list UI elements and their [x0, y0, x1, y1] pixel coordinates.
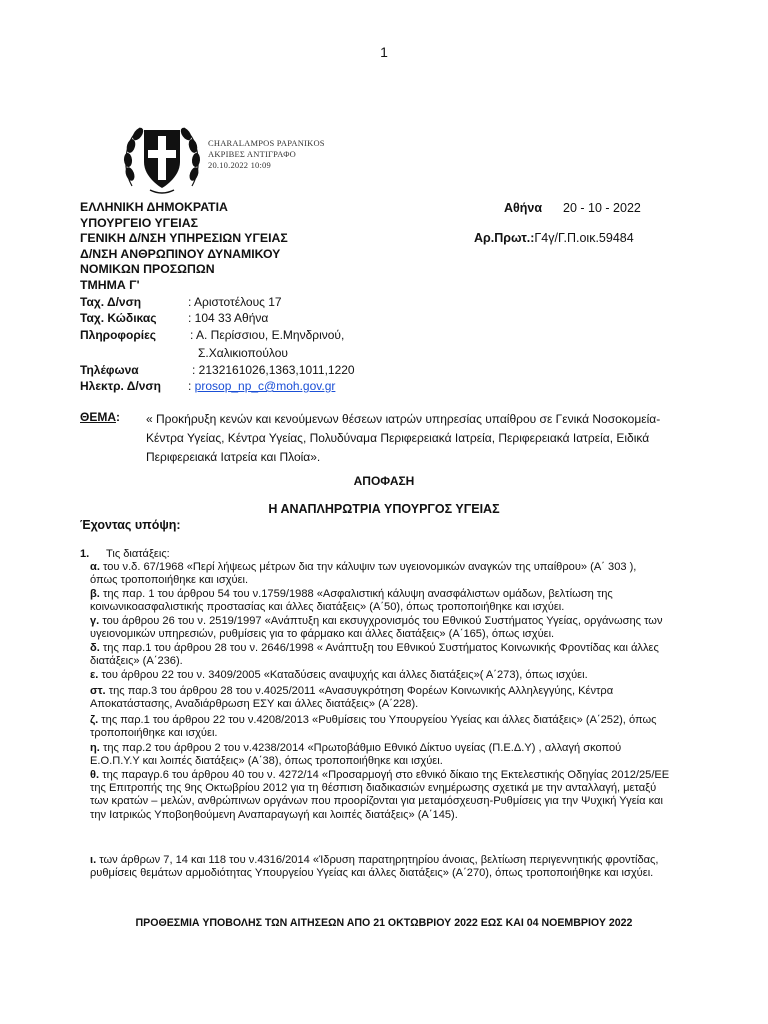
decision-title: ΑΠΟΦΑΣΗ: [353, 474, 415, 488]
provision-e: [90, 669, 709, 682]
stamp-line: CHARALAMPOS PAPANIKOS: [208, 138, 325, 148]
provision-line: των άρθρων 7, 14 και 118 του ν.4316/2014 «Ίδρυση παρατηρητηρίου άνοιας, βελτίωση περιγεννητικής φροντίδας,: [99, 854, 659, 866]
stamp-line: 20.10.2022 10:09: [208, 160, 271, 170]
subject-line: Κέντρα Υγείας, Κέντρα Υγείας, Πολυδύναμα Περιφερειακά Ιατρεία, Περιφερειακά Ιατρεία, Ειδικά: [146, 431, 650, 445]
provision-line: τροποποιήθηκε και ισχύει.: [90, 727, 218, 740]
email-label: Ηλεκτρ. Δ/νση: [80, 379, 161, 393]
subject-label-text: ΘΕΜΑ: [80, 410, 116, 424]
provision-line: της παρ.2 του άρθρου 2 του ν.4238/2014 «Πρωτοβάθμιο Εθνικό Δίκτυο υγείας (Π.Ε.Δ.Υ) , αλλαγή σκοπού: [102, 742, 622, 754]
provision-line: όπως τροποποιήθηκε και ισχύει.: [90, 574, 249, 587]
provision-z: [90, 714, 709, 740]
provision-letter: στ.: [90, 685, 106, 697]
authority-title: Η ΑΝΑΠΛΗΡΩΤΡΙΑ ΥΠΟΥΡΓΟΣ ΥΓΕΙΑΣ: [268, 502, 500, 516]
subject-line: « Προκήρυξη κενών και κενούμενων θέσεων ιατρών υπηρεσίας υπαίθρου σε Γενικά Νοσοκομεία-: [146, 412, 661, 426]
page-number: 1: [380, 44, 388, 60]
provision-line: της παραγρ.6 του άρθρου 40 του ν. 4272/14 «Προσαρμογή στο εθνικό δίκαιο της Εκτελεστικής Οδηγίας 2012/25/ΕΕ: [102, 769, 670, 781]
issuer-header: [80, 200, 288, 293]
application-deadline: ΠΡΟΘΕΣΜΙΑ ΥΠΟΒΟΛΗΣ ΤΩΝ ΑΙΤΗΣΕΩΝ ΑΠΟ 21 ΟΚΤΩΒΡΙΟΥ 2022 ΕΩΣ ΚΑΙ 04 ΝΟΕΜΒΡΙΟΥ 2022: [135, 917, 633, 929]
postal-label: Ταχ. Κώδικας: [80, 311, 157, 325]
provision-line: την Ιατρικώς Υποβοηθούμενη Αναπαραγωγή και λοιπές διατάξεις» (Α΄145).: [90, 808, 458, 821]
provision-letter: δ.: [90, 642, 100, 654]
email-separator: :: [188, 379, 195, 393]
provision-b: [90, 588, 709, 614]
provision-letter: ζ.: [90, 714, 99, 726]
provision-th: [90, 769, 709, 822]
provision-i: [90, 854, 709, 880]
item-text: Τις διατάξεις:: [106, 548, 170, 560]
info-value: : Α. Περίσσιου, Ε.Μηνδρινού,: [190, 328, 345, 342]
subject-text: [146, 410, 704, 467]
greek-emblem-logo: [120, 116, 204, 200]
provision-line: Αποκατάστασης, Αναδιάρθρωση ΕΣΥ και άλλες διατάξεις» (Α΄228).: [90, 698, 419, 711]
provision-line: του ν.δ. 67/1968 «Περί λήψεως μέτρων δια την κάλυψιν των υγειονομικών αναγκών της υπαίθρου» (Α΄ 303 ),: [103, 561, 637, 573]
provision-line: της Επιτροπής της 9ης Οκτωβρίου 2012 για τη θέσπιση διαδικασιών ενημέρωσης σχετικά με την ανταλλαγή, μεταξύ: [90, 782, 657, 795]
provision-line: της παρ.1 του άρθρου 28 του ν. 2646/1998 « Ανάπτυξη του Εθνικού Συστήματος Κοινωνικής Φροντίδας και άλλες: [102, 642, 659, 654]
item-number: 1.: [80, 548, 90, 560]
provision-letter: ι.: [90, 854, 97, 866]
protocol-label: Αρ.Πρωτ.:: [474, 231, 535, 245]
provision-letter: γ.: [90, 615, 100, 627]
provision-line: του άρθρου 22 του ν. 3409/2005 «Καταδύσεις αναψυχής και άλλες διατάξεις»( Α΄273), όπως ισχύει.: [101, 669, 588, 681]
provision-letter: β.: [90, 588, 100, 600]
provision-a: [90, 561, 709, 587]
date-value: 20 - 10 - 2022: [563, 201, 641, 215]
provision-letter: ε.: [90, 669, 99, 681]
protocol-value: Γ4γ/Γ.Π.οικ.59484: [534, 231, 634, 245]
provision-letter: η.: [90, 742, 100, 754]
provision-letter: α.: [90, 561, 100, 573]
provision-line: της παρ.3 του άρθρου 28 του ν.4025/2011 «Ανασυγκρότηση Φορέων Κοινωνικής Αλληλεγγύης, Κέντρα: [108, 685, 614, 697]
provision-line: κοινωνικοασφαλιστικής προστασίας και άλλες διατάξεις» (Α΄50), όπως τροποποιήθηκε και ισχύει.: [90, 601, 565, 614]
provision-line: του άρθρου 26 του ν. 2519/1997 «Ανάπτυξη και εκσυγχρονισμός του Εθνικού Συστήματος Υγείας, οργάνωσης των: [102, 615, 663, 627]
provision-st: [90, 685, 709, 711]
provisions-list: [80, 548, 710, 880]
provision-h: [90, 742, 709, 768]
postal-value: : 104 33 Αθήνα: [188, 311, 269, 325]
provision-line: υγειονομικών υπηρεσιών, ρυθμίσεις για το φάρμακο και άλλες διατάξεις» (Α΄165), όπως ισχύει.: [90, 628, 555, 641]
header-line: Δ/ΝΣΗ ΑΝΘΡΩΠΙΝΟΥ ΔΥΝΑΜΙΚΟΥ: [80, 246, 281, 261]
email-link[interactable]: prosop_np_c@moh.gov.gr: [194, 379, 336, 393]
info-value-continued: Σ.Χαλικιοπούλου: [198, 346, 288, 360]
date-label: Αθήνα: [504, 201, 543, 215]
provision-line: ρυθμίσεις θεμάτων αρμοδιότητας Υπουργείου Υγείας και άλλες διατάξεις» (Α΄270), όπως τροποποιήθηκε και ισχύει.: [90, 867, 654, 880]
digital-signature-stamp: [208, 138, 325, 171]
phone-value: : 2132161026,1363,1011,1220: [192, 363, 355, 377]
subject-colon: :: [116, 410, 120, 424]
header-line: ΓΕΝΙΚΗ Δ/ΝΣΗ ΥΠΗΡΕΣΙΩΝ ΥΓΕΙΑΣ: [80, 231, 288, 245]
phone-label: Τηλέφωνα: [80, 363, 139, 377]
header-line: ΤΜΗΜΑ Γ': [80, 277, 140, 292]
header-line: ΝΟΜΙΚΩΝ ΠΡΟΣΩΠΩΝ: [80, 262, 215, 276]
subject-line: Περιφερειακά Ιατρεία και Πλοία».: [146, 450, 321, 464]
provision-d: [90, 642, 709, 668]
considering-heading: Έχοντας υπόψη:: [80, 518, 181, 532]
provision-line: Ε.Ο.Π.Υ.Υ και λοιπές διατάξεις» (Α΄38), όπως τροποποιήθηκε και ισχύει.: [90, 755, 443, 768]
address-label: Ταχ. Δ/νση: [80, 295, 142, 309]
document-date: [504, 201, 641, 215]
stamp-line: ΑΚΡΙΒΕΣ ΑΝΤΙΓΡΑΦΟ: [208, 149, 297, 159]
provision-letter: θ.: [90, 769, 100, 781]
provision-c: [90, 615, 709, 641]
provision-line: διατάξεις» (Α΄236).: [90, 655, 183, 668]
provision-line: της παρ. 1 του άρθρου 54 του ν.1759/1988 «Ασφαλιστική κάλυψη ανασφάλιστων ομάδων, βελτίωση της: [102, 588, 613, 600]
provision-line: των κρατών – μελών, ανθρώπινων οργάνων που προορίζονται για μεταμόσχευση-Ρυθμίσεις για την Ψυχική Υγεία και: [90, 795, 663, 808]
subject-label: [80, 410, 120, 424]
provision-line: της παρ.1 του άρθρου 22 του ν.4208/2013 «Ρυθμίσεις του Υπουργείου Υγείας και άλλες διατάξεις» (Α΄252), όπως: [101, 714, 657, 726]
address-value: : Αριστοτέλους 17: [188, 295, 282, 309]
info-label: Πληροφορίες: [80, 328, 157, 342]
protocol-number: [474, 231, 634, 245]
header-line: ΕΛΛΗΝΙΚΗ ΔΗΜΟΚΡΑΤΙΑ: [80, 200, 228, 214]
list-item-number: [80, 548, 710, 561]
header-line: ΥΠΟΥΡΓΕΙΟ ΥΓΕΙΑΣ: [80, 215, 198, 230]
